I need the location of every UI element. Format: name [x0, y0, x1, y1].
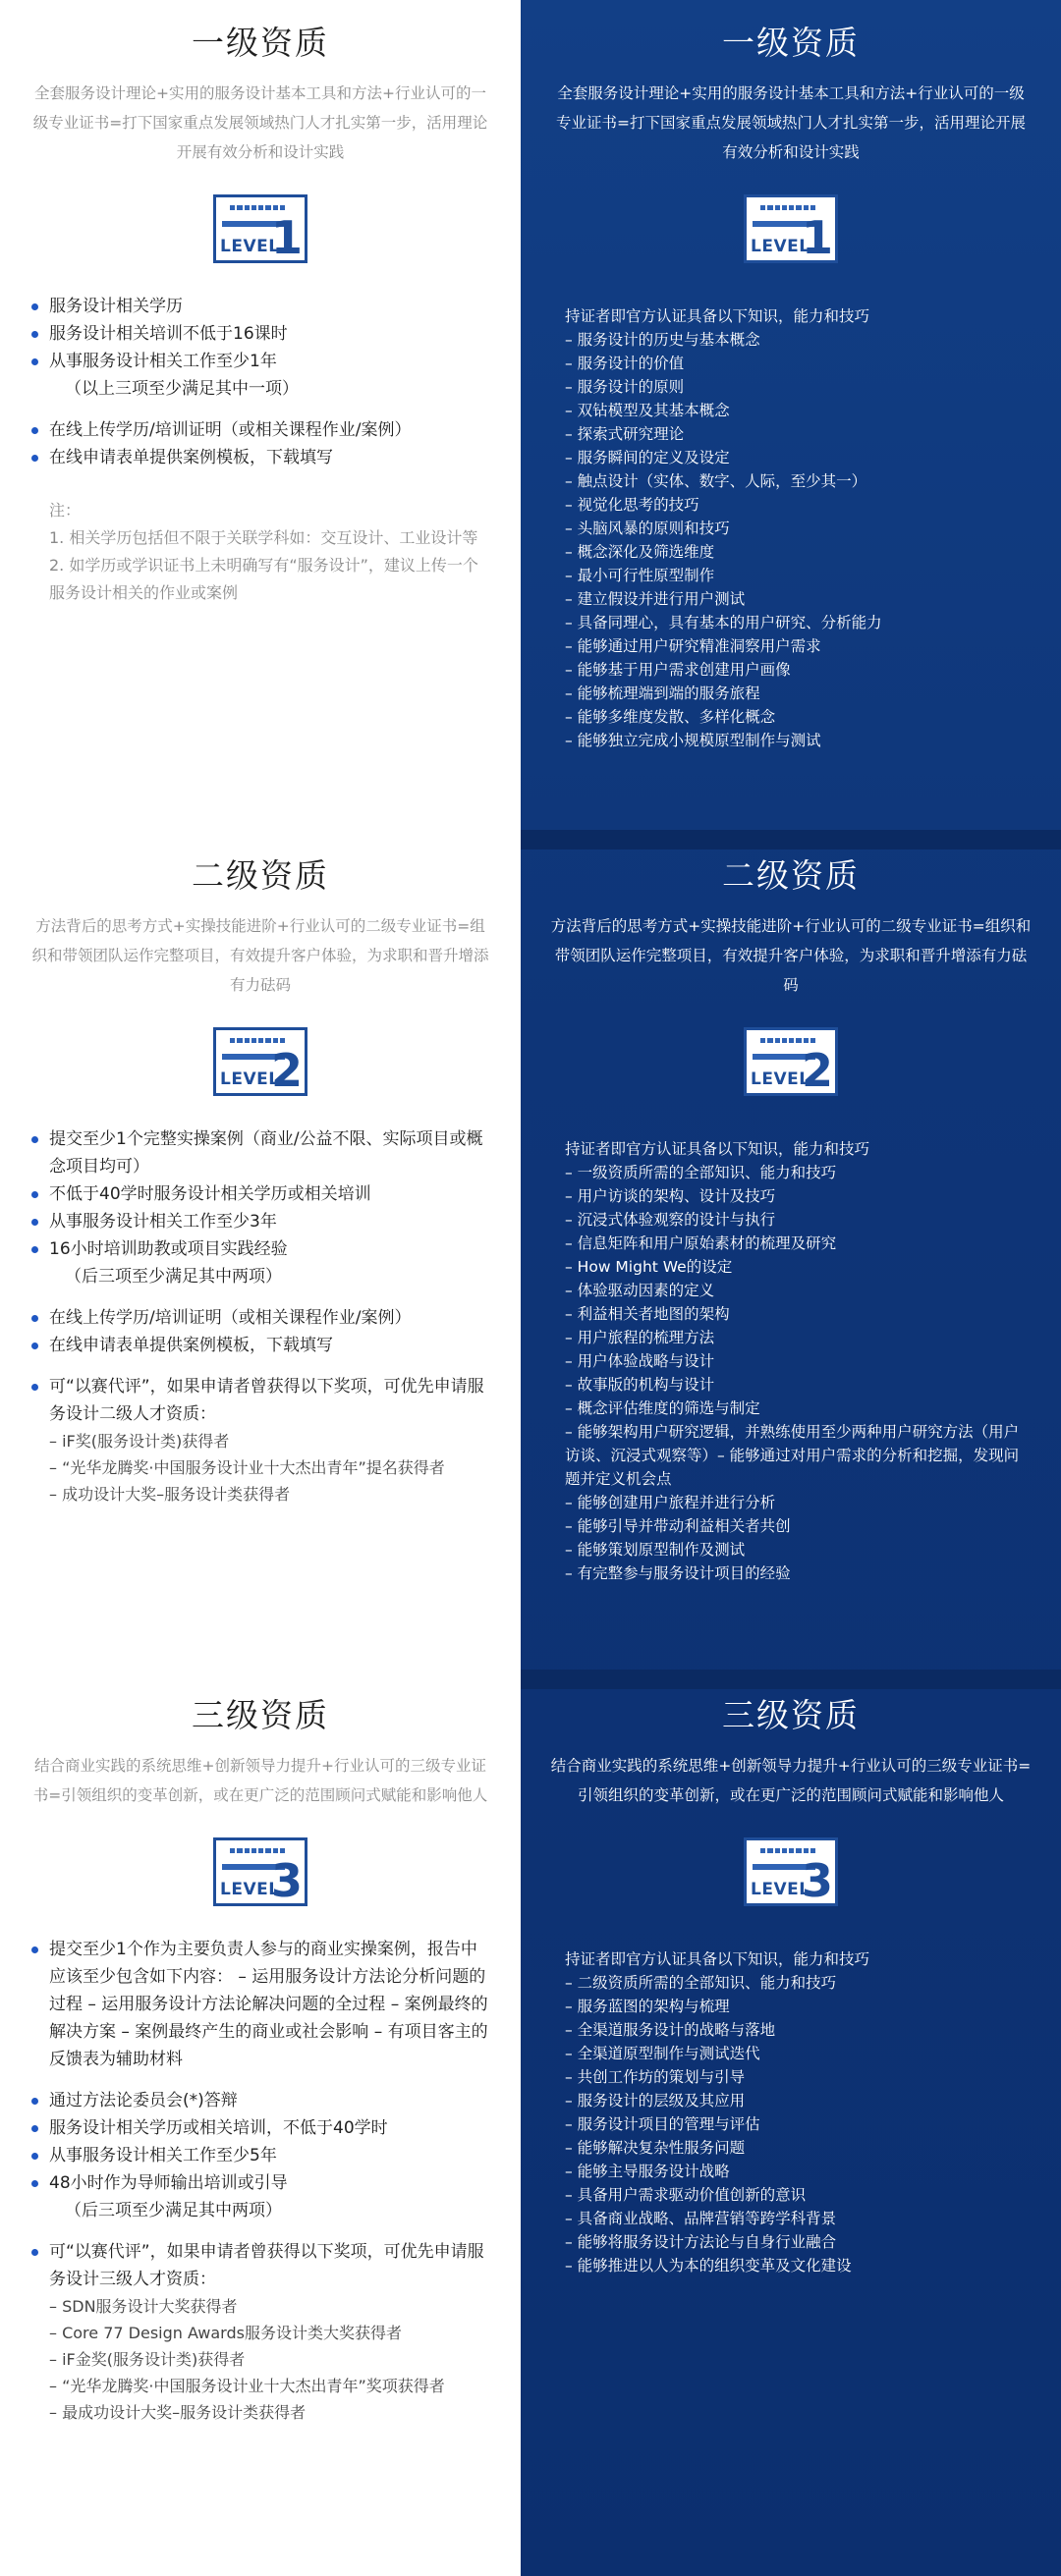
level2-title-right: 二级资质 — [722, 856, 860, 895]
divider-1 — [521, 830, 1061, 850]
level3-title-left: 三级资质 — [192, 1696, 329, 1734]
level3-skill-6: – 服务设计的层级及其应用 — [565, 2092, 746, 2110]
level3-left-section — [0, 1694, 521, 2426]
level1-req-2: 服务设计相关培训不低于16课时 — [29, 320, 491, 348]
level1-skill-17: – 能够多维度发散、多样化概念 — [565, 708, 776, 726]
level1-title-right: 一级资质 — [722, 24, 860, 62]
level1-skill-2: – 服务设计的价值 — [565, 355, 685, 372]
level2-left-section — [0, 854, 521, 1507]
level1-skill-11: – 最小可行性原型制作 — [565, 567, 715, 584]
level1-skill-5: – 探索式研究理论 — [565, 425, 685, 443]
level1-skill-6: – 服务瞬间的定义及设定 — [565, 449, 730, 466]
level1-skills — [521, 263, 1061, 752]
level1-req-1: 服务设计相关学历 — [29, 293, 491, 320]
level3-title-right: 三级资质 — [722, 1696, 860, 1734]
level2-req-6: 在线申请表单提供案例模板，下载填写 — [29, 1332, 491, 1359]
level3-subtitle-left: 结合商业实践的系统思维+创新领导力提升+行业认可的三级专业证书=引领组织的变革创新，或在更广泛的范围顾问式赋能和影响他人 — [32, 1757, 488, 1804]
level2-subtitle-right: 方法背后的思考方式+实操技能进阶+行业认可的二级专业证书=组织和带领团队运作完整项目，有效提升客户体验，为求职和晋升增添有力砝码 — [550, 917, 1032, 994]
level1-skill-4: – 双钻模型及其基本概念 — [565, 402, 730, 419]
level3-award-1: – SDN服务设计大奖获得者 — [49, 2297, 238, 2316]
level1-req-4: 在线上传学历/培训证明（或相关课程作业/案例） — [29, 416, 491, 444]
level1-skill-15: – 能够基于用户需求创建用户画像 — [565, 661, 791, 679]
level1-req-3: 从事服务设计相关工作至少1年 （以上三项至少满足其中一项） — [29, 348, 491, 403]
level2-award-1: – iF奖(服务设计类)获得者 — [49, 1432, 230, 1451]
level1-skill-1: – 服务设计的历史与基本概念 — [565, 331, 760, 349]
level2-skill-5: – How Might We的设定 — [565, 1258, 733, 1276]
level2-skill-1: – 一级资质所需的全部知识、能力和技巧 — [565, 1164, 837, 1181]
level3-subtitle-right: 结合商业实践的系统思维+创新领导力提升+行业认可的三级专业证书=引领组织的变革创新，或在更广泛的范围顾问式赋能和影响他人 — [550, 1757, 1032, 1804]
level3-skill-2: – 服务蓝图的架构与梳理 — [565, 1998, 730, 2015]
level1-skill-8: – 视觉化思考的技巧 — [565, 496, 699, 514]
level3-badge-icon-right: LEVEL 3 — [744, 1837, 838, 1906]
left-panel — [0, 0, 521, 2576]
level2-skill-16: – 有完整参与服务设计项目的经验 — [565, 1564, 791, 1582]
divider-2 — [521, 1670, 1061, 1689]
level2-skills-intro: 持证者即官方认证具备以下知识，能力和技巧 — [565, 1140, 870, 1158]
level1-notes-title: 注： — [49, 501, 82, 520]
level3-skill-13: – 能够推进以人为本的组织变革及文化建设 — [565, 2257, 852, 2275]
level2-skill-10: – 故事版的机构与设计 — [565, 1376, 715, 1394]
level3-skill-1: – 二级资质所需的全部知识、能力和技巧 — [565, 1974, 837, 1992]
level3-skill-8: – 能够解决复杂性服务问题 — [565, 2139, 746, 2157]
level2-skill-15: – 能够策划原型制作及测试 — [565, 1541, 746, 1559]
level3-req-1: 通过方法论委员会(*)答辩 — [29, 2087, 491, 2114]
level3-skill-3: – 全渠道服务设计的战略与落地 — [565, 2021, 776, 2039]
level2-badge-icon: LEVEL 2 — [213, 1027, 307, 1096]
level2-req-3: 从事服务设计相关工作至少3年 — [29, 1208, 491, 1235]
level2-title-left: 二级资质 — [192, 856, 329, 895]
level1-note-1: 1. 相关学历包括但不限于关联学科如：交互设计、工业设计等 — [49, 528, 478, 547]
level2-skill-14: – 能够引导并带动利益相关者共创 — [565, 1517, 791, 1535]
level3-skills-intro: 持证者即官方认证具备以下知识，能力和技巧 — [565, 1950, 870, 1968]
level3-skill-10: – 具备用户需求驱动价值创新的意识 — [565, 2186, 807, 2204]
right-panel — [521, 0, 1061, 2576]
level1-badge-icon: LEVEL 1 — [213, 194, 307, 263]
level2-skill-3: – 沉浸式体验观察的设计与执行 — [565, 1211, 776, 1229]
level3-skill-11: – 具备商业战略、品牌营销等跨学科背景 — [565, 2210, 837, 2227]
level1-badge-icon-right: LEVEL 1 — [744, 194, 838, 263]
level3-skill-5: – 共创工作坊的策划与引导 — [565, 2068, 746, 2086]
level2-skill-12: – 能够架构用户研究逻辑，并熟练使用至少两种用户研究方法（用户访谈、沉浸式观察等）– 能够通过对用户需求的分析和挖掘，发现问题并定义机会点 — [565, 1423, 1020, 1488]
level2-right-section — [521, 854, 1061, 1585]
level2-req-2: 不低于40学时服务设计相关学历或相关培训 — [29, 1180, 491, 1208]
level3-skill-4: – 全渠道原型制作与测试迭代 — [565, 2045, 760, 2062]
level3-skill-12: – 能够将服务设计方法论与自身行业融合 — [565, 2233, 837, 2251]
level1-skill-18: – 能够独立完成小规模原型制作与测试 — [565, 732, 821, 749]
level2-skill-2: – 用户访谈的架构、设计及技巧 — [565, 1187, 776, 1205]
level2-subtitle-left: 方法背后的思考方式+实操技能进阶+行业认可的二级专业证书=组织和带领团队运作完整项目，有效提升客户体验，为求职和晋升增添有力砝码 — [31, 917, 489, 994]
level1-skills-intro: 持证者即官方认证具备以下知识，能力和技巧 — [565, 307, 870, 325]
level3-skill-9: – 能够主导服务设计战略 — [565, 2163, 730, 2180]
level3-skill-7: – 服务设计项目的管理与评估 — [565, 2115, 760, 2133]
level1-note-2: 2. 如学历或学识证书上未明确写有“服务设计”，建议上传一个服务设计相关的作业或案例 — [49, 556, 478, 602]
level1-subtitle-left: 全套服务设计理论+实用的服务设计基本工具和方法+行业认可的一级专业证书=打下国家重点发展领域热门人才扎实第一步，活用理论开展有效分析和设计实践 — [32, 84, 488, 161]
level2-req-note: （后三项至少满足其中两项） — [65, 1267, 282, 1287]
level2-badge-icon-right: LEVEL 2 — [744, 1027, 838, 1096]
level3-req-4: 48小时作为导师输出培训或引导 （后三项至少满足其中两项） — [29, 2169, 491, 2224]
level3-req-case: 提交至少1个作为主要负责人参与的商业实操案例，报告中应该至少包含如下内容： – 运用服务设计方法论分析问题的过程 – 运用服务设计方法论解决问题的全过程 – 案例最终的解决方案 – 案例最终产生的商业或社会影响 – 有项目客主的反馈表为辅助材料 — [29, 1936, 491, 2073]
level1-skill-7: – 触点设计（实体、数字、人际，至少其一） — [565, 472, 867, 490]
level3-req-2: 服务设计相关学历或相关培训，不低于40学时 — [29, 2114, 491, 2142]
level2-skill-7: – 利益相关者地图的架构 — [565, 1305, 730, 1323]
level1-skill-12: – 建立假设并进行用户测试 — [565, 590, 746, 608]
level3-req-3: 从事服务设计相关工作至少5年 — [29, 2142, 491, 2169]
level2-skill-4: – 信息矩阵和用户原始素材的梳理及研究 — [565, 1234, 837, 1252]
level2-award-3: – 成功设计大奖–服务设计类获得者 — [49, 1485, 291, 1504]
level1-skill-3: – 服务设计的原则 — [565, 378, 685, 396]
level1-skill-13: – 具备同理心，具有基本的用户研究、分析能力 — [565, 614, 882, 631]
level1-skill-16: – 能够梳理端到端的服务旅程 — [565, 685, 760, 702]
level2-skill-9: – 用户体验战略与设计 — [565, 1352, 715, 1370]
level1-skill-9: – 头脑风暴的原则和技巧 — [565, 520, 730, 537]
level2-award-2: – “光华龙腾奖·中国服务设计业十大杰出青年”提名获得者 — [49, 1458, 445, 1477]
level3-req-note: （后三项至少满足其中两项） — [65, 2201, 282, 2220]
level1-skill-10: – 概念深化及筛选维度 — [565, 543, 715, 561]
level2-skill-13: – 能够创建用户旅程并进行分析 — [565, 1494, 776, 1511]
level2-skill-8: – 用户旅程的梳理方法 — [565, 1329, 715, 1346]
level2-award-intro: 可“以赛代评”，如果申请者曾获得以下奖项，可优先申请服务设计二级人才资质： – iF奖(服务设计类)获得者 – “光华龙腾奖·中国服务设计业十大杰出青年”提名获得者 – 成功设计大奖–服务设计类获得者 — [29, 1373, 491, 1507]
level3-right-section — [521, 1694, 1061, 2277]
level3-award-intro: 可“以赛代评”，如果申请者曾获得以下奖项，可优先申请服务设计三级人才资质： – SDN服务设计大奖获得者 – Core 77 Design Awards服务设计类大奖获得者 – iF金奖(服务设计类)获得者 – “光华龙腾奖·中国服务设计业十大杰出青年”奖项获得者 – 最成功设计大奖–服务设计类获得者 — [29, 2238, 491, 2426]
level2-skills — [521, 1096, 1061, 1585]
level2-skill-11: – 概念评估维度的筛选与制定 — [565, 1399, 760, 1417]
level2-req-5: 在线上传学历/培训证明（或相关课程作业/案例） — [29, 1304, 491, 1332]
level2-skill-6: – 体验驱动因素的定义 — [565, 1282, 715, 1299]
level3-award-4: – “光华龙腾奖·中国服务设计业十大杰出青年”奖项获得者 — [49, 2377, 445, 2395]
level1-title-left: 一级资质 — [192, 24, 329, 62]
level1-subtitle-right: 全套服务设计理论+实用的服务设计基本工具和方法+行业认可的一级专业证书=打下国家重点发展领域热门人才扎实第一步，活用理论开展有效分析和设计实践 — [556, 84, 1026, 161]
level1-req-note: （以上三项至少满足其中一项） — [65, 379, 299, 399]
level1-left-section — [0, 22, 521, 607]
level1-skill-14: – 能够通过用户研究精准洞察用户需求 — [565, 637, 821, 655]
level3-award-2: – Core 77 Design Awards服务设计类大奖获得者 — [49, 2324, 402, 2342]
level1-req-5: 在线申请表单提供案例模板，下载填写 — [29, 444, 491, 471]
level2-req-1: 提交至少1个完整实操案例（商业/公益不限、实际项目或概念项目均可） — [29, 1125, 491, 1180]
level1-notes — [29, 497, 491, 607]
level2-req-4: 16小时培训助教或项目实践经验 （后三项至少满足其中两项） — [29, 1235, 491, 1290]
level3-award-3: – iF金奖(服务设计类)获得者 — [49, 2350, 246, 2369]
level1-right-section — [521, 22, 1061, 752]
level3-skills — [521, 1906, 1061, 2277]
level3-award-5: – 最成功设计大奖–服务设计类获得者 — [49, 2403, 307, 2422]
level3-badge-icon: LEVEL 3 — [213, 1837, 307, 1906]
